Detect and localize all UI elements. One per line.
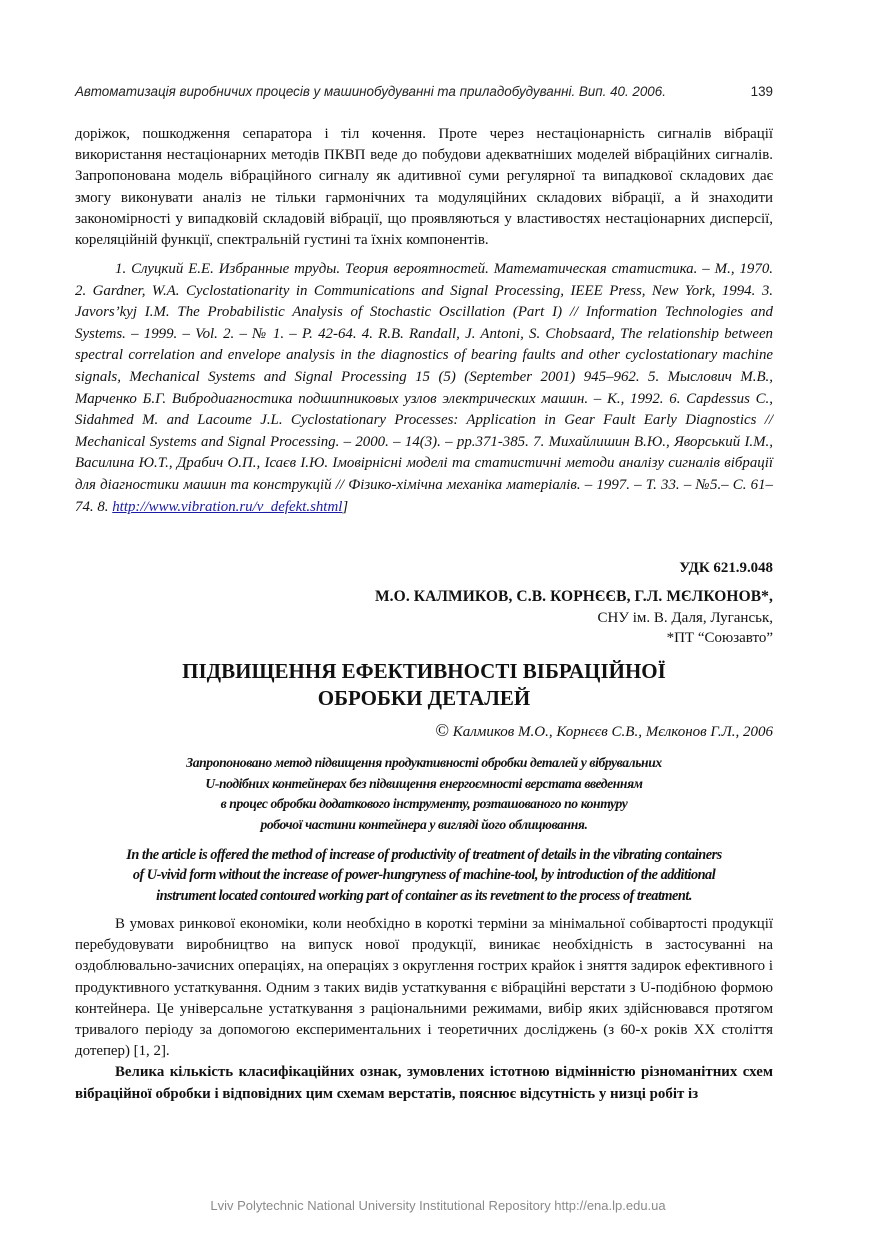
- copyright-text: Калмиков М.О., Корнєєв С.В., Мєлконов Г.Л., 2006: [449, 724, 773, 740]
- repository-footer: Lviv Polytechnic National University Institutional Repository http://ena.lp.edu.ua: [210, 1198, 666, 1213]
- journal-title: Автоматизація виробничих процесів у машинобудуванні та приладобудуванні. Вип. 40. 2006.: [75, 84, 666, 99]
- abstract-ua-line: в процес обробки додаткового інструменту, розташованого по контуру: [220, 796, 628, 811]
- abstract-en-line: instrument located contoured working part of container as its revetment to the process of treatment.: [156, 887, 692, 904]
- body-paragraph-2: Велика кількість класифікаційних ознак, зумовлених істотною відмінністю різноманітних схем вібраційної обробки і відповідних цим схемам верстатів, пояснює відсутність у низці робіт із: [75, 1064, 773, 1102]
- abstract-ukrainian: [75, 753, 773, 835]
- abstract-ua-line: U-подібних контейнерах без підвищення енергоємності верстата введенням: [205, 775, 643, 791]
- reference-link[interactable]: http://www.vibration.ru/v_defekt.shtml: [112, 498, 343, 515]
- abstract-english: [75, 845, 773, 906]
- references-text: 1. Слуцкий Е.Е. Избранные труды. Теория вероятностей. Математическая статистика. – М., 1970. 2. Gardner, W.A. Cyclostationarity in Communications and Signal Processing, IEEE Press, New York, 1994. 3. Javors’kyj I.M. The Probabilistic Analysis of Stochastic Oscillation (Part I) // Information Technologies and Systems. – 1999. – Vol. 2. – № 1. – P. 42-64. 4. R.B. Randall, J. Antoni, S. Chobsaard, The relationship between spectral correlation and envelope analysis in the diagnostics of bearing faults and other cyclostationary machine signals, Mechanical Systems and Signal Processing 15 (5) (September 2001) 945–962. 5. Мыслович М.В., Марченко Б.Г. Вибродиагностика подшипниковых узлов электрических машин. – К., 1992. 6. Capdessus C., Sidahmed M. and Lacoume J.L. Cyclostationary Processes: Application in Gear Fault Early Diagnostics // Mechanical Systems and Signal Processing. – 2000. – 14(3). – pp.371-385. 7. Михайлишин В.Ю., Яворський І.М., Василина Ю.Т., Драбич О.П., Ісаєв І.Ю. Імовірнісні моделі та статистичні методи аналізу сигналів вібрації для діагностики машин та конструкцій // Фізико-хімічна механіка матеріалів. – 1997. – Т. 33. – №5.– С. 61–74. 8.: [75, 261, 773, 515]
- previous-article-conclusion: [75, 124, 773, 251]
- article-body: [75, 914, 773, 1105]
- abstract-ua-line: робочої частини контейнера у вигляді його облицювання.: [260, 816, 588, 832]
- udk-code: УДК 621.9.048: [679, 560, 773, 576]
- article-title-line-2: ОБРОБКИ ДЕТАЛЕЙ: [317, 686, 531, 710]
- page-number: 139: [750, 84, 773, 99]
- affiliation-1: СНУ ім. В. Даля, Луганськ,: [597, 610, 773, 626]
- abstract-en-line: of U-vivid form without the increase of power-hungryness of machine-tool, by introduction of the additional: [132, 867, 716, 884]
- references-tail: ]: [342, 498, 349, 515]
- affiliations: [75, 608, 773, 648]
- copyright-icon: ©: [435, 720, 449, 740]
- running-head: [75, 84, 773, 99]
- article-title: [75, 658, 773, 712]
- article-title-line-1: ПІДВИЩЕННЯ ЕФЕКТИВНОСТІ ВІБРАЦІЙНОЇ: [182, 659, 666, 683]
- article-authors: М.О. КАЛМИКОВ, С.В. КОРНЄЄВ, Г.Л. МЄЛКОНОВ*,: [374, 588, 773, 605]
- abstract-ua-line: Запропоновано метод підвищення продуктивності обробки деталей у вібрувальних: [186, 755, 662, 770]
- references-list: [75, 259, 773, 518]
- abstract-en-line: In the article is offered the method of increase of productivity of treatment of details in the vibrating containers: [126, 847, 722, 863]
- copyright-line: [75, 720, 773, 741]
- conclusion-paragraph: доріжок, пошкодження сепаратора і тіл кочення. Проте через нестаціонарність сигналів вібрації використання нестаціонарних методів ПКВП веде до побудови адекватніших моделей вібраційних сигналів. Запропонована модель вібраційного сигналу як адитивної суми регулярної та випадкової складових дає змогу виконувати аналіз не тільки гармонічних та модуляційних складових вібрації, а й знаходити закономірності у випадковій складовій вібрації, що проявляються у властивостях нестаціонарних дисперсії, кореляційній функції, спектральній густині та їхніх компонентів.: [75, 126, 773, 249]
- references-section: [75, 259, 773, 518]
- affiliation-2: *ПТ “Союзавто”: [666, 630, 773, 646]
- body-paragraph-1: В умовах ринкової економіки, коли необхідно в короткі терміни за мінімальної собівартості продукції перебудовувати виробництво на випуск нової продукції, виникає необхідність в застосуванні на оздоблювально-зачисних операціях, на операціях з округлення гострих крайок і зняття задирок ефективного і продуктивного устаткування. Одним з таких видів устаткування є вібраційні верстати з U-подібною формою контейнера. Це універсальне устаткування з раціональними режимами, вибір яких здійснювався протягом тривалого періоду за допомогою експериментальних і теоретичних досліджень (з 60-х років XX століття дотепер) [1, 2].: [75, 916, 773, 1060]
